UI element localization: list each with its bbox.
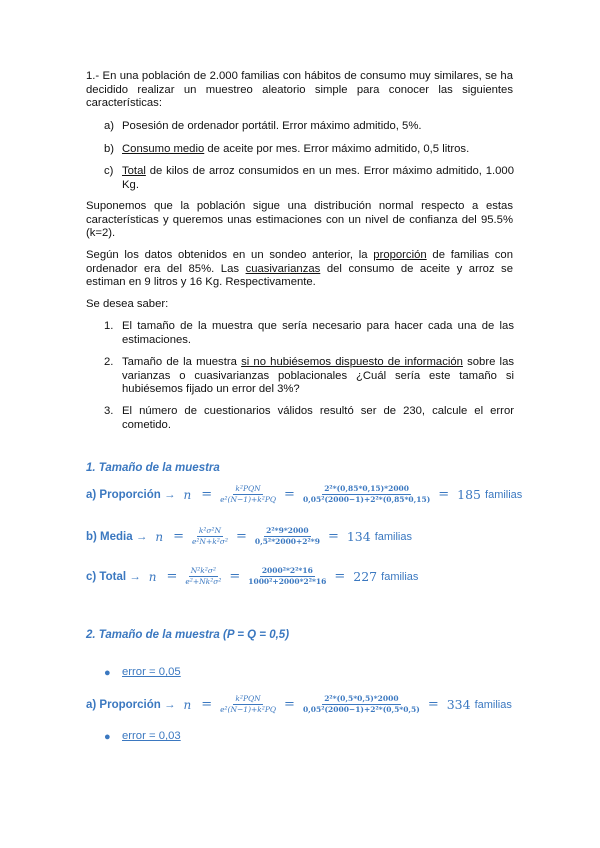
formula-unit: familias [381, 570, 419, 583]
equals-sign: = [427, 697, 439, 712]
equals-sign: = [284, 487, 295, 502]
equals-sign: = [327, 529, 339, 544]
formula-label: c) Total → [86, 570, 141, 583]
numeric-fraction: $\frac{\text{2000²*2²*16}}{\text{1000²+2000*2²*16}}$ [248, 566, 327, 586]
numeric-fraction: $\frac{\text{2²*9*2000}}{\text{0,5²*2000+2²*9}}$ [254, 526, 320, 546]
question-intro: Se desea saber: [86, 298, 169, 310]
equals-sign: = [166, 569, 178, 584]
symbolic-fraction: $\frac{\text{k²PQN}}{\text{e²(N−1)+k²PQ}}$ [220, 694, 277, 714]
formula-result: 134 [346, 529, 371, 544]
equals-sign: = [201, 487, 213, 502]
equals-sign: = [173, 529, 184, 544]
formula-label: b) Media → [86, 530, 148, 543]
section-1-heading: 1. Tamaño de la muestra [86, 462, 220, 474]
symbolic-fraction: $\frac{\text{k²PQN}}{\text{e²(N−1)+k²PQ}}$ [220, 484, 277, 504]
equals-sign: = [284, 697, 295, 712]
equals-sign: = [201, 697, 213, 712]
question-2-text: Tamaño de la muestra si no hubiésemos dispuesto de información sobre las varianzas o cuasivarianzas poblacionales ¿Cuál sería este tamaño si hubiésemos fijado un error del 3%? [122, 356, 514, 396]
question-2-marker: 2. [104, 356, 114, 368]
item-b-marker: b) [104, 143, 115, 155]
question-3-marker: 3. [104, 405, 114, 417]
formula-unit: familias [485, 488, 523, 501]
item-a-marker: a) [104, 120, 115, 132]
formula-var: n [148, 569, 157, 584]
numeric-fraction: $\frac{\text{2²*(0,5*0,5)*2000}}{\text{0,05²(2000−1)+2²*(0,5*0,5)}}$ [302, 694, 420, 714]
formula-label: a) Proporción → [86, 698, 176, 711]
formula-proportion-worst-case [86, 694, 512, 715]
formula-mean [86, 526, 412, 547]
formula-label: a) Proporción → [86, 488, 176, 501]
equals-sign: = [229, 569, 241, 584]
intro-paragraph: 1.- En una población de 2.000 familias con hábitos de consumo muy similares, se ha decidido realizar un muestreo aleatorio simple para conocer las siguientes características: [86, 70, 513, 110]
formula-total [86, 566, 418, 587]
item-c-text: Total de kilos de arroz consumidos en un mes. Error máximo admitido, 1.000 Kg. [122, 165, 514, 191]
equals-sign: = [334, 569, 346, 584]
formula-result: 334 [446, 697, 471, 712]
bullet-marker: ● [104, 667, 111, 679]
formula-var: n [155, 529, 164, 544]
question-1-text: El tamaño de la muestra que sería necesario para hacer cada una de las estimaciones. [122, 320, 514, 346]
assumption-paragraph: Suponemos que la población sigue una distribución normal respecto a estas características y queremos unas estimaciones con un nivel de confianza del 95.5% (k=2). [86, 200, 513, 240]
item-b-text: Consumo medio de aceite por mes. Error máximo admitido, 0,5 litros. [122, 143, 470, 155]
equals-sign: = [235, 529, 247, 544]
item-a-text: Posesión de ordenador portátil. Error máximo admitido, 5%. [122, 120, 422, 132]
section-2-heading: 2. Tamaño de la muestra (P = Q = 0,5) [86, 629, 290, 641]
error-005-label: error = 0,05 [122, 666, 181, 678]
formula-var: n [183, 487, 192, 502]
symbolic-fraction: $\frac{\text{k²σ²N}}{\text{e²N+k²σ²}}$ [191, 526, 228, 546]
formula-unit: familias [474, 698, 512, 711]
formula-result: 185 [457, 487, 482, 502]
formula-proportion [86, 484, 522, 505]
question-1-marker: 1. [104, 320, 114, 332]
item-c-marker: c) [104, 165, 114, 177]
formula-result: 227 [353, 569, 378, 584]
symbolic-fraction: $\frac{\text{N²k²σ²}}{\text{e²+Nk²σ²}}$ [185, 566, 222, 586]
equals-sign: = [438, 487, 450, 502]
formula-unit: familias [374, 530, 412, 543]
data-paragraph: Según los datos obtenidos en un sondeo anterior, la proporción de familias con ordenador era del 85%. Las cuasivarianzas del consumo de aceite y arroz se estiman en 9 litros y 16 Kg. Respectivamente. [86, 249, 513, 289]
bullet-marker: ● [104, 731, 111, 743]
question-3-text: El número de cuestionarios válidos resultó ser de 230, calcule el error cometido. [122, 405, 514, 431]
error-003-label: error = 0,03 [122, 730, 181, 742]
formula-var: n [183, 697, 192, 712]
numeric-fraction: $\frac{\text{2²*(0,85*0,15)*2000}}{\text{0,05²(2000−1)+2²*(0,85*0,15)}}$ [302, 484, 431, 504]
